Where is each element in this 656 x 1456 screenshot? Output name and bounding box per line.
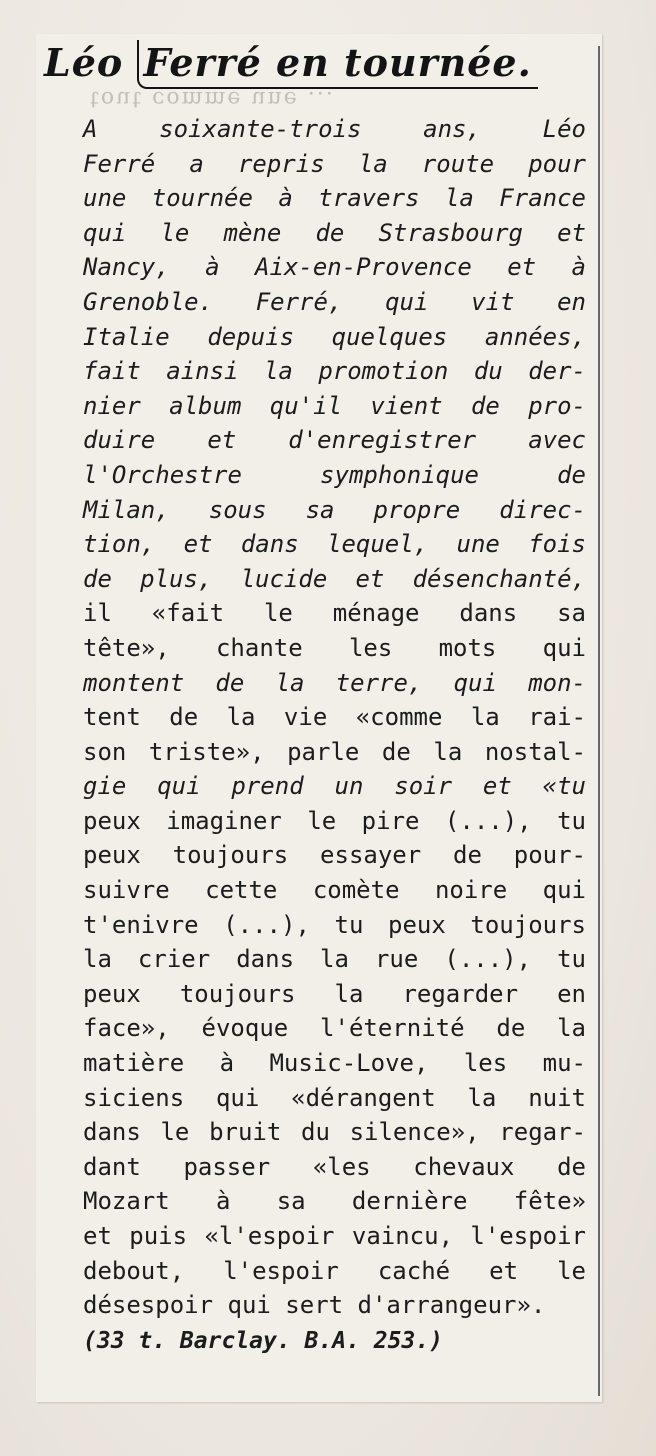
- article-line: montent de la terre, qui mon-: [83, 668, 586, 697]
- article-line: il «fait le ménage dans sa: [83, 599, 586, 628]
- article-line: peux toujours essayer de pour-: [83, 841, 586, 870]
- article-line: tent de la vie «comme la rai-: [83, 703, 586, 732]
- headline-name: Ferré en tournée.: [137, 40, 537, 89]
- article-line: son triste», parle de la nostal-: [83, 737, 586, 766]
- article-line: dans le bruit du silence», regar-: [83, 1118, 586, 1147]
- article-line: de plus, lucide et désenchanté,: [83, 564, 586, 593]
- column-rule: [598, 46, 600, 1396]
- article-line: peux toujours la regarder en: [83, 979, 586, 1008]
- article-line: duire et d'enregistrer avec: [83, 426, 586, 455]
- article-line: dant passer «les chevaux de: [83, 1152, 586, 1181]
- article-line: fait ainsi la promotion du der-: [83, 357, 586, 386]
- article-line: peux imaginer le pire (...), tu: [83, 806, 586, 835]
- article-line: tête», chante les mots qui: [83, 633, 586, 662]
- article-line: l'Orchestre symphonique de: [83, 460, 586, 489]
- article-line: Grenoble. Ferré, qui vit en: [83, 287, 586, 316]
- headline: [44, 40, 538, 89]
- bleed-through-text: tout comme une ...: [90, 86, 335, 111]
- article-line: Ferré a repris la route pour: [83, 149, 586, 178]
- article-line: debout, l'espoir caché et le: [83, 1256, 586, 1285]
- article-line: gie qui prend un soir et «tu: [83, 772, 586, 801]
- article-line: siciens qui «dérangent la nuit: [83, 1083, 586, 1112]
- article-line: face», évoque l'éternité de la: [83, 1014, 586, 1043]
- article-body: [83, 112, 586, 1323]
- article-line: nier album qu'il vient de pro-: [83, 391, 586, 420]
- article-line: désespoir qui sert d'arrangeur».: [83, 1291, 546, 1320]
- article-line: suivre cette comète noire qui: [83, 876, 586, 905]
- article-line: qui le mène de Strasbourg et: [83, 218, 586, 247]
- article-line: Mozart à sa dernière fête»: [83, 1187, 586, 1216]
- article-line: Italie depuis quelques années,: [83, 322, 586, 351]
- album-credit: (33 t. Barclay. B.A. 253.): [83, 1328, 444, 1354]
- article-line: tion, et dans lequel, une fois: [83, 530, 586, 559]
- article-line: A soixante-trois ans, Léo: [83, 115, 586, 143]
- article-line: t'enivre (...), tu peux toujours: [83, 910, 586, 939]
- article-line: une tournée à travers la France: [83, 184, 586, 213]
- article-line: Nancy, à Aix-en-Provence et à: [83, 253, 586, 282]
- article-line: matière à Music-Love, les mu-: [83, 1049, 586, 1078]
- article-line: Milan, sous sa propre direc-: [83, 495, 586, 524]
- article-line: la crier dans la rue (...), tu: [83, 945, 586, 974]
- article-line: et puis «l'espoir vaincu, l'espoir: [83, 1222, 586, 1250]
- headline-prefix: Léo: [44, 40, 138, 85]
